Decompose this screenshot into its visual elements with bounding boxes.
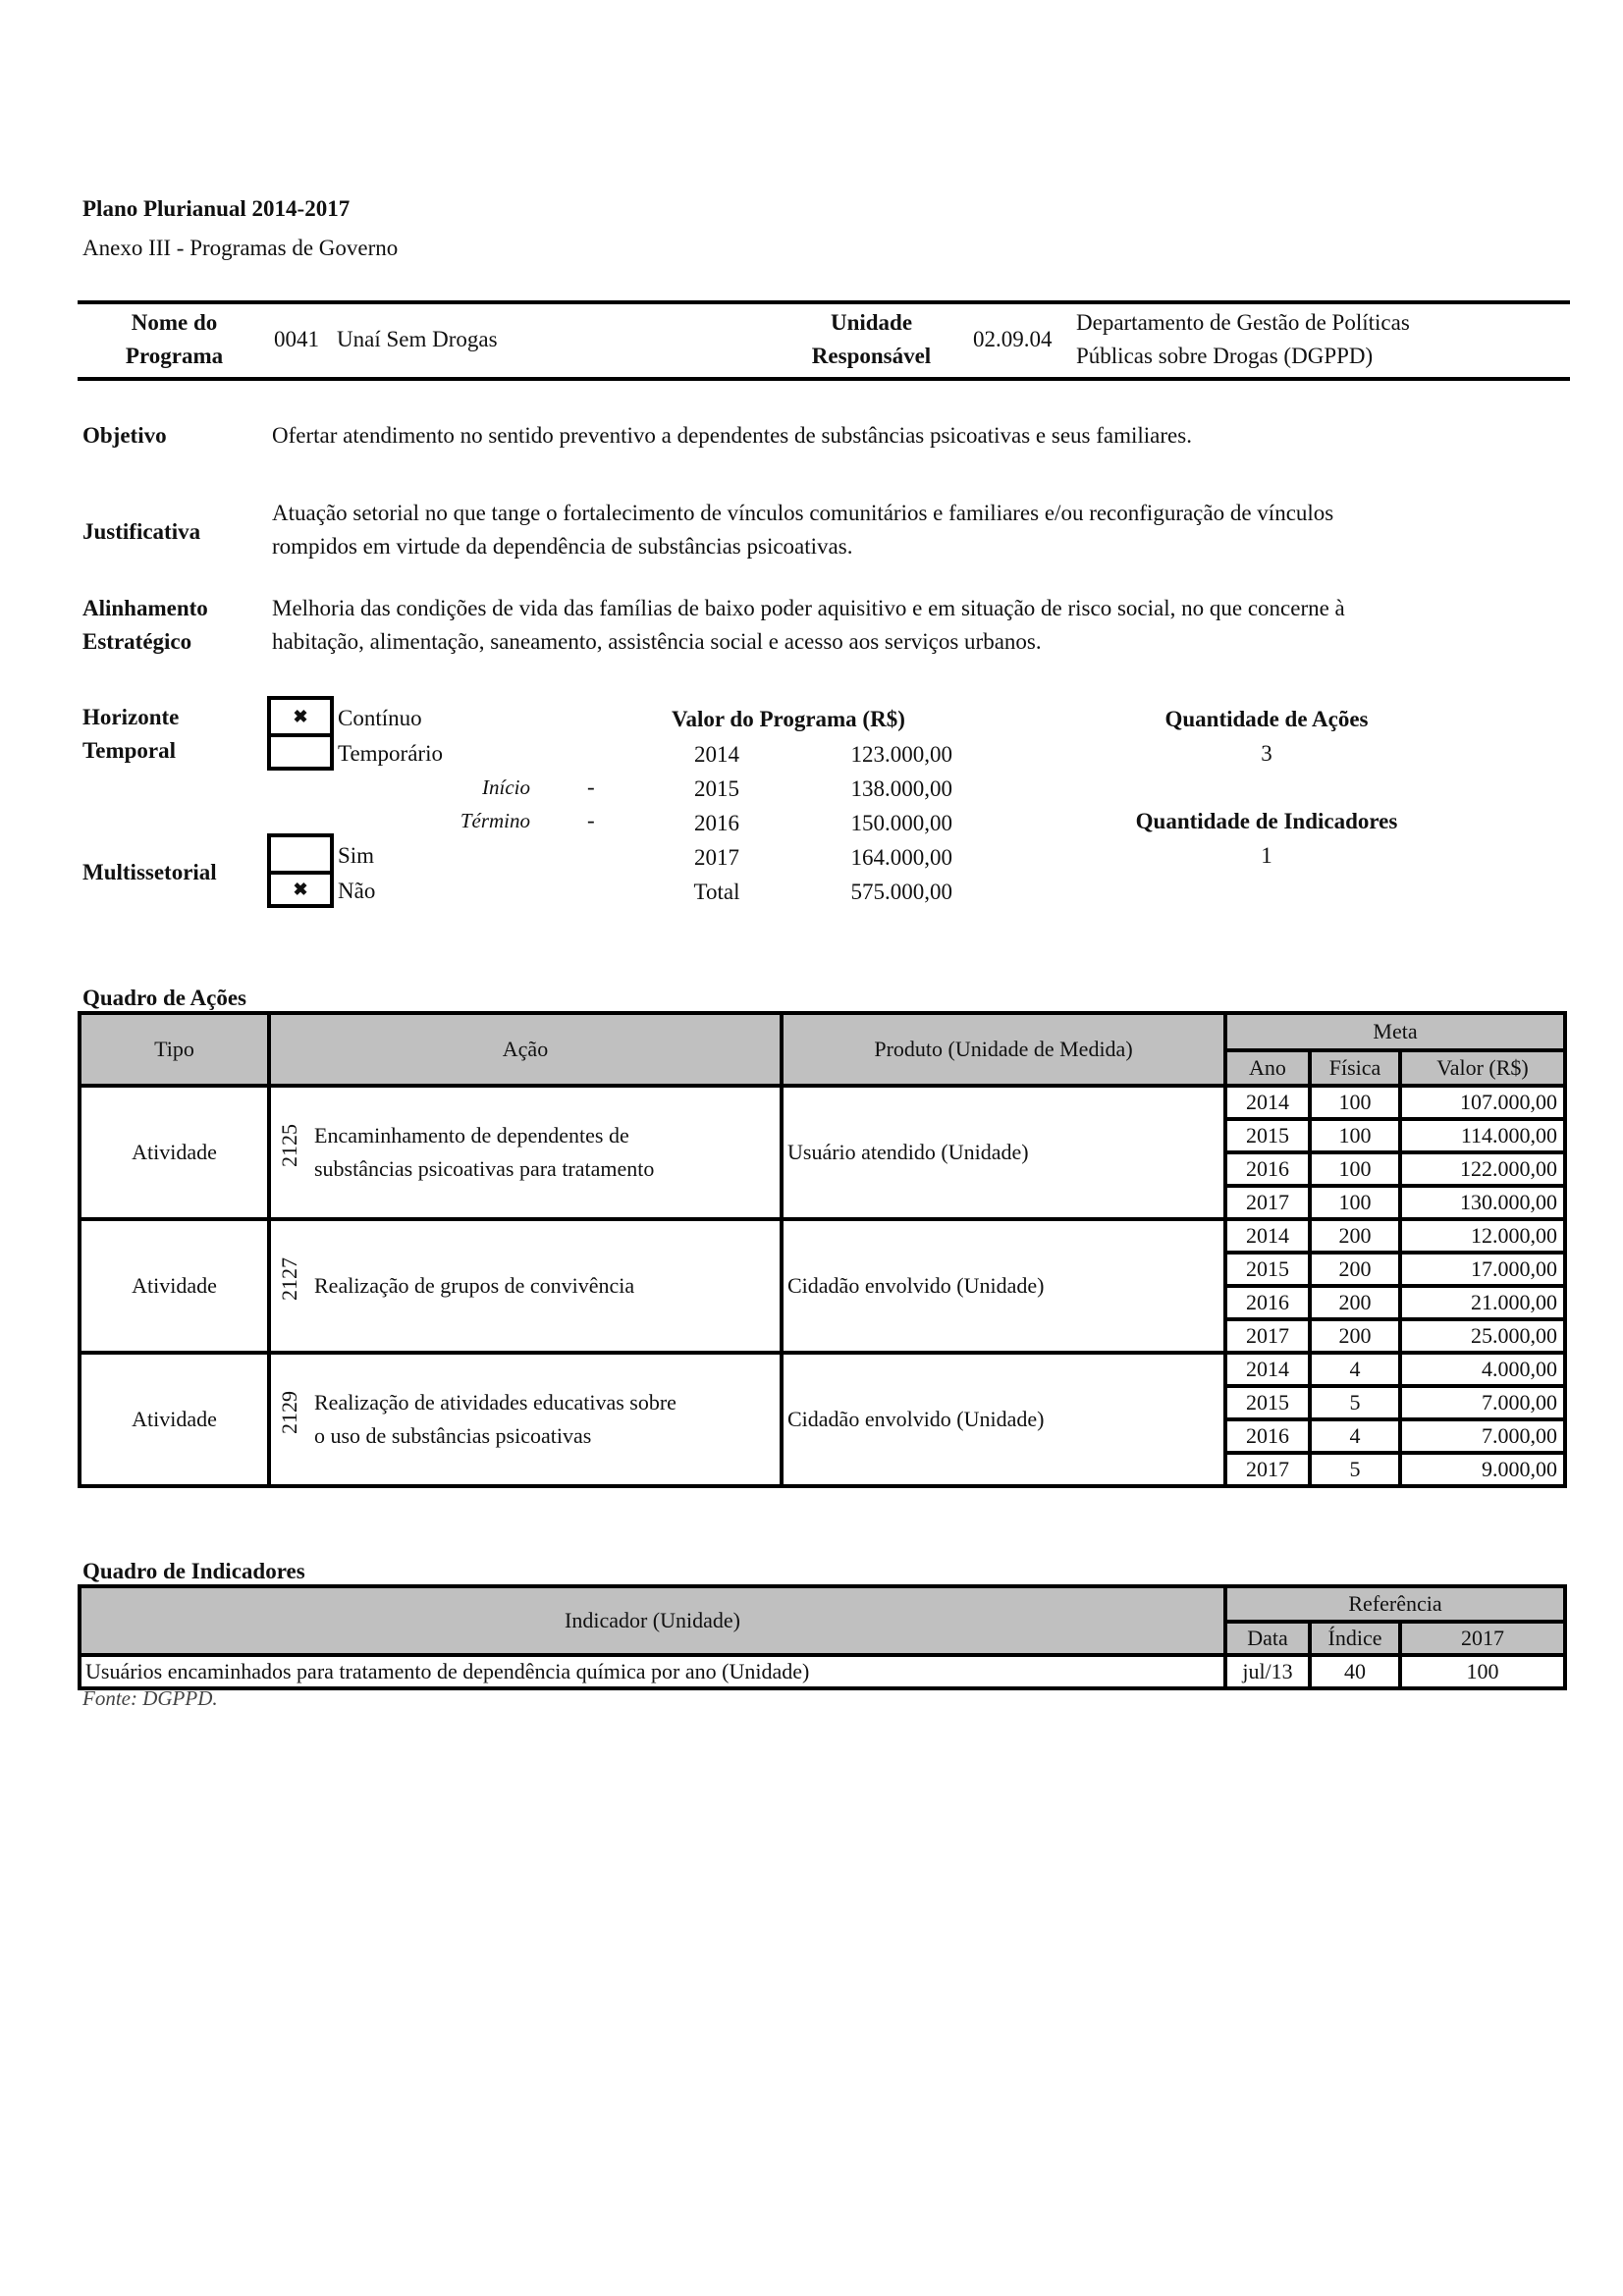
meta-ano: 2015 xyxy=(1225,1253,1310,1286)
meta-valor: 107.000,00 xyxy=(1400,1086,1565,1119)
acao-tipo: Atividade xyxy=(80,1086,269,1219)
indicador-2017: 100 xyxy=(1400,1655,1565,1688)
inicio-label: Início xyxy=(482,775,530,799)
acao-codigo: 2125 xyxy=(277,1124,301,1167)
meta-ano: 2015 xyxy=(1225,1119,1310,1152)
acao-tipo: Atividade xyxy=(80,1353,269,1486)
continuo-checkbox[interactable]: ✖ xyxy=(293,706,308,726)
col-header-fisica: Física xyxy=(1310,1050,1400,1086)
programa-nome: Unaí Sem Drogas xyxy=(337,327,498,351)
termino-label: Término xyxy=(460,809,530,832)
col-header-2017: 2017 xyxy=(1400,1622,1565,1655)
unidade-responsavel-label: Unidade Responsável xyxy=(811,310,932,368)
meta-valor: 7.000,00 xyxy=(1400,1419,1565,1453)
col-header-acao: Ação xyxy=(269,1013,782,1086)
justificativa-label: Justificativa xyxy=(82,519,201,544)
quadro-indicadores-table xyxy=(78,1584,1567,1690)
meta-ano: 2016 xyxy=(1225,1152,1310,1186)
valor-total-row: Total 575.000,00 xyxy=(693,879,952,904)
col-header-ano: Ano xyxy=(1225,1050,1310,1086)
meta-fisica: 200 xyxy=(1310,1319,1400,1353)
table-row xyxy=(80,1219,1565,1253)
meta-fisica: 200 xyxy=(1310,1219,1400,1253)
meta-valor: 7.000,00 xyxy=(1400,1386,1565,1419)
multissetorial-checkbox-group xyxy=(267,833,334,908)
meta-fisica: 200 xyxy=(1310,1286,1400,1319)
meta-valor: 12.000,00 xyxy=(1400,1219,1565,1253)
meta-fisica: 100 xyxy=(1310,1086,1400,1119)
meta-fisica: 100 xyxy=(1310,1152,1400,1186)
acao-produto: Usuário atendido (Unidade) xyxy=(782,1086,1225,1219)
objetivo-text: Ofertar atendimento no sentido preventivo a dependentes de substâncias psicoativas e seus familiares. xyxy=(272,423,1192,448)
acao-descricao: 2129 Realização de atividades educativas sobre o uso de substâncias psicoativas xyxy=(269,1353,782,1486)
meta-fisica: 100 xyxy=(1310,1119,1400,1152)
meta-fisica: 100 xyxy=(1310,1186,1400,1219)
header-top-rule xyxy=(78,300,1570,304)
acao-codigo: 2127 xyxy=(277,1257,301,1301)
unidade-nome: Departamento de Gestão de Políticas Públicas sobre Drogas (DGPPD) xyxy=(1076,310,1410,368)
alinhamento-label: Alinhamento Estratégico xyxy=(82,596,208,654)
acao-tipo: Atividade xyxy=(80,1219,269,1353)
termino-value: - xyxy=(587,808,595,832)
quantidade-acoes-label: Quantidade de Ações xyxy=(1164,707,1369,731)
table-row xyxy=(80,1655,1565,1688)
meta-fisica: 200 xyxy=(1310,1253,1400,1286)
quadro-indicadores-title: Quadro de Indicadores xyxy=(82,1559,305,1583)
valor-row: 2016 150.000,00 xyxy=(694,810,952,835)
programa-codigo: 0041 xyxy=(274,327,319,351)
acao-produto: Cidadão envolvido (Unidade) xyxy=(782,1219,1225,1353)
quadro-acoes-title: Quadro de Ações xyxy=(82,986,246,1010)
meta-ano: 2015 xyxy=(1225,1386,1310,1419)
document-title: Plano Plurianual 2014-2017 xyxy=(82,196,351,221)
fonte-note: Fonte: DGPPD. xyxy=(82,1686,218,1710)
meta-fisica: 5 xyxy=(1310,1386,1400,1419)
col-header-referencia: Referência xyxy=(1225,1586,1565,1622)
quantidade-indicadores-value: 1 xyxy=(1261,843,1272,868)
sim-label: Sim xyxy=(338,843,375,868)
meta-valor: 122.000,00 xyxy=(1400,1152,1565,1186)
meta-ano: 2014 xyxy=(1225,1219,1310,1253)
inicio-value: - xyxy=(587,774,595,799)
meta-fisica: 4 xyxy=(1310,1419,1400,1453)
valor-row: 2017 164.000,00 xyxy=(694,844,952,870)
horizonte-temporal-label: Horizonte Temporal xyxy=(82,705,180,763)
acao-descricao: 2125 Encaminhamento de dependentes de substâncias psicoativas para tratamento xyxy=(269,1086,782,1219)
meta-ano: 2017 xyxy=(1225,1453,1310,1486)
temporario-checkbox[interactable] xyxy=(271,733,330,767)
header-bottom-rule xyxy=(78,377,1570,381)
meta-valor: 130.000,00 xyxy=(1400,1186,1565,1219)
multissetorial-label: Multissetorial xyxy=(82,860,217,884)
table-row xyxy=(80,1086,1565,1119)
nao-label: Não xyxy=(338,879,376,903)
col-header-data: Data xyxy=(1225,1622,1310,1655)
acao-descricao: 2127 Realização de grupos de convivência xyxy=(269,1219,782,1353)
valor-programa-title: Valor do Programa (R$) xyxy=(672,707,905,731)
col-header-indicador: Indicador (Unidade) xyxy=(80,1586,1225,1655)
col-header-meta: Meta xyxy=(1225,1013,1565,1050)
col-header-produto: Produto (Unidade de Medida) xyxy=(782,1013,1225,1086)
unidade-codigo: 02.09.04 xyxy=(973,327,1053,351)
nao-checkbox[interactable]: ✖ xyxy=(271,871,330,904)
col-header-indice: Índice xyxy=(1310,1622,1400,1655)
justificativa-text: Atuação setorial no que tange o fortalecimento de vínculos comunitários e familiares e/ou reconfiguração de vínculos rompidos em virtude da dependência de substâncias psicoativas. xyxy=(272,501,1334,559)
meta-ano: 2014 xyxy=(1225,1086,1310,1119)
meta-ano: 2014 xyxy=(1225,1353,1310,1386)
horizonte-checkbox-group xyxy=(267,696,334,771)
meta-ano: 2017 xyxy=(1225,1319,1310,1353)
valor-row: 2014 123.000,00 xyxy=(694,741,952,767)
meta-ano: 2017 xyxy=(1225,1186,1310,1219)
valor-programa-list xyxy=(668,737,952,909)
meta-valor: 4.000,00 xyxy=(1400,1353,1565,1386)
meta-valor: 114.000,00 xyxy=(1400,1119,1565,1152)
alinhamento-text: Melhoria das condições de vida das famílias de baixo poder aquisitivo e em situação de risco social, no que concerne à habitação, alimentação, saneamento, assistência social e acesso aos serviços urbanos. xyxy=(272,596,1345,654)
quantidade-indicadores-label: Quantidade de Indicadores xyxy=(1135,809,1398,833)
document-subtitle: Anexo III - Programas de Governo xyxy=(82,236,399,260)
meta-ano: 2016 xyxy=(1225,1286,1310,1319)
meta-valor: 21.000,00 xyxy=(1400,1286,1565,1319)
acao-produto: Cidadão envolvido (Unidade) xyxy=(782,1353,1225,1486)
temporario-label: Temporário xyxy=(338,741,443,766)
meta-ano: 2016 xyxy=(1225,1419,1310,1453)
col-header-tipo: Tipo xyxy=(80,1013,269,1086)
valor-row: 2015 138.000,00 xyxy=(694,775,952,801)
continuo-label: Contínuo xyxy=(338,706,422,730)
sim-checkbox[interactable] xyxy=(271,837,330,871)
indicador-nome: Usuários encaminhados para tratamento de dependência química por ano (Unidade) xyxy=(80,1655,1225,1688)
quadro-acoes-table xyxy=(78,1011,1567,1488)
acao-codigo: 2129 xyxy=(277,1391,301,1434)
col-header-valor: Valor (R$) xyxy=(1400,1050,1565,1086)
indicador-data: jul/13 xyxy=(1225,1655,1310,1688)
meta-valor: 25.000,00 xyxy=(1400,1319,1565,1353)
quantidade-acoes-value: 3 xyxy=(1261,741,1272,766)
meta-valor: 17.000,00 xyxy=(1400,1253,1565,1286)
nome-programa-label: Nome do Programa xyxy=(125,310,224,368)
meta-fisica: 5 xyxy=(1310,1453,1400,1486)
table-row xyxy=(80,1353,1565,1386)
indicador-indice: 40 xyxy=(1310,1655,1400,1688)
objetivo-label: Objetivo xyxy=(82,423,167,448)
meta-fisica: 4 xyxy=(1310,1353,1400,1386)
meta-valor: 9.000,00 xyxy=(1400,1453,1565,1486)
